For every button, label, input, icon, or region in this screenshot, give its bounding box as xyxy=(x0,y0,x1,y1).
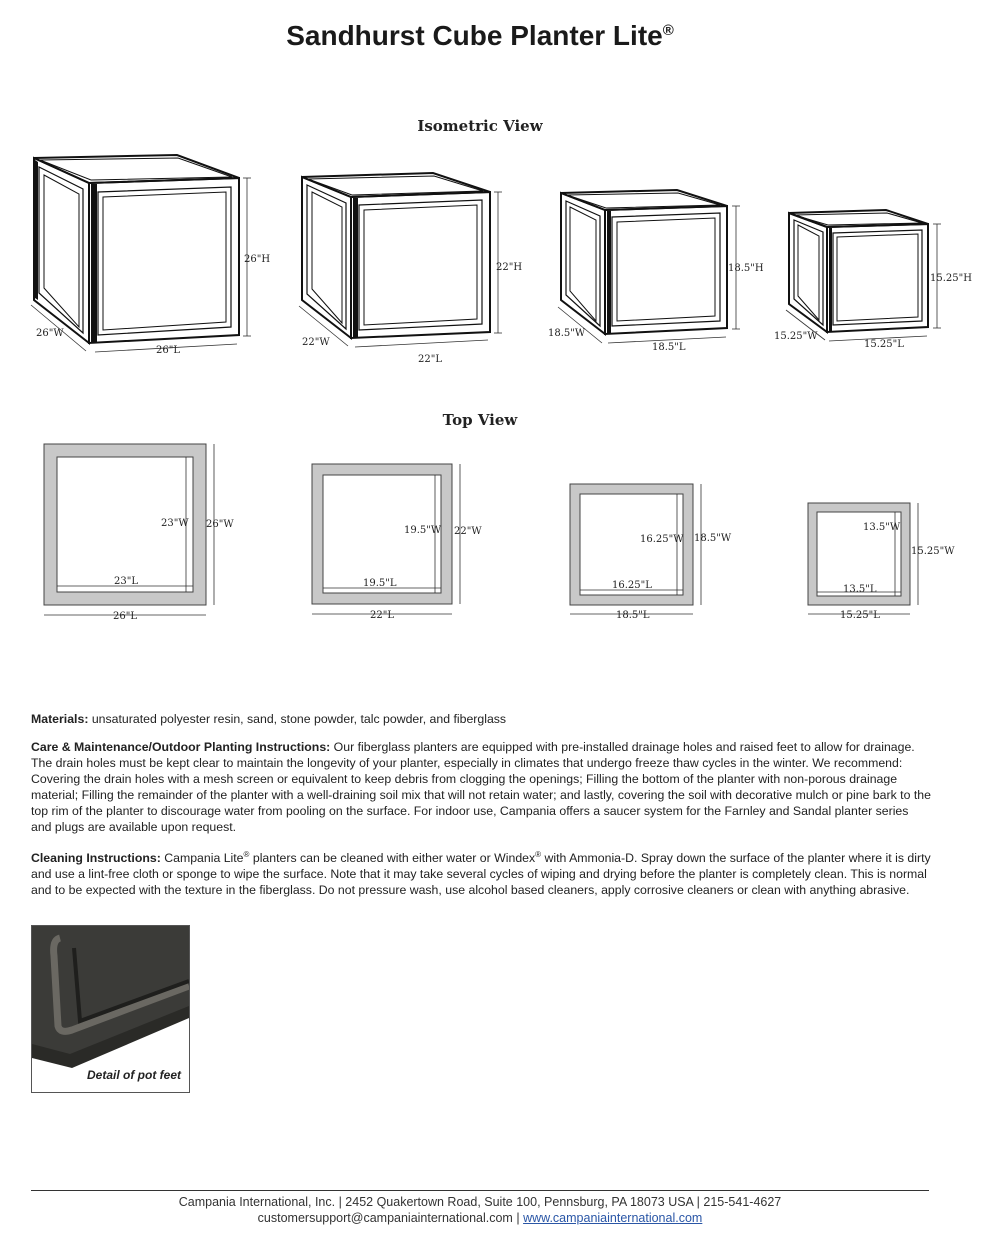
care-paragraph xyxy=(31,739,931,835)
care-label: Care & Maintenance/Outdoor Planting Instructions: xyxy=(31,740,331,754)
top-inner-l-1: 23"L xyxy=(114,576,138,587)
footer-email[interactable]: customersupport@campaniainternational.com xyxy=(257,1211,513,1225)
iso-l-label-3: 18.5"L xyxy=(652,342,686,353)
pot-feet-photo xyxy=(31,925,190,1093)
footer-website-link[interactable]: www.campaniainternational.com xyxy=(523,1211,703,1225)
iso-w-label-3: 18.5"W xyxy=(548,328,586,339)
top-outer-w-1: 26"W xyxy=(206,519,234,530)
footer-contact: customersupport@campaniainternational.com | www.campaniainternational.com xyxy=(257,1211,703,1225)
materials-text: unsaturated polyester resin, sand, stone powder, talc powder, and fiberglass xyxy=(88,712,507,726)
iso-planter-22 xyxy=(302,173,490,338)
iso-w-label-2: 22"W xyxy=(302,337,330,348)
iso-h-label-1: 26"H xyxy=(244,254,271,265)
isometric-view-heading: Isometric View xyxy=(417,117,543,135)
top-inner-w-4: 13.5"W xyxy=(863,522,901,533)
top-outer-l-3: 18.5"L xyxy=(616,610,650,621)
top-inner-l-3: 16.25"L xyxy=(612,580,652,591)
care-text: Our fiberglass planters are equipped with pre-installed drainage holes and raised feet to allow for drainage. The drain holes must be kept clear to maintain the longevity of your planter, especially in climates that undergo freeze thaw cycles in the winter. We recommend: Covering the drain holes with a mesh screen or equivalent to keep debris from clogging the openings; Filling the bottom of the planter with non-porous drainage material; Filling the remainder of the planter with a well-draining soil mix that will not retain water; and lastly, covering the soil with decorative mulch or pine bark to the top rim of the planter to discourage water from pooling on the surface. For indoor use, Campania offers a saucer system for the Farnley and Sandal planter series and plugs are available upon request. xyxy=(31,740,931,834)
top-inner-w-2: 19.5"W xyxy=(404,525,442,536)
iso-planter-15-25 xyxy=(789,210,928,332)
iso-h-label-3: 18.5"H xyxy=(728,263,764,274)
footer-divider xyxy=(31,1190,929,1191)
cleaning-paragraph: Cleaning Instructions: Campania Lite® planters can be cleaned with either water or Windex® with Ammonia-D. Spray down the surface of the planter where it is dirty and use a lint-free cloth or sponge to wipe the surface. Note that it may take several cycles of wiping and drying before the planter is completely clean. This is normal and to be expected with the texture in the fiberglass. Do not pressure wash, use alcohol based cleaners, apply corrosive cleaners or clean with anything abrasive. xyxy=(31,850,931,898)
registered-mark: ® xyxy=(662,22,674,39)
top-outer-l-4: 15.25"L xyxy=(840,610,880,621)
materials-paragraph xyxy=(31,711,931,727)
iso-h-label-4: 15.25"H xyxy=(930,273,972,284)
top-inner-l-4: 13.5"L xyxy=(843,584,877,595)
top-outer-l-1: 26"L xyxy=(113,611,137,622)
top-inner-l-2: 19.5"L xyxy=(363,578,397,589)
iso-w-label-4: 15.25"W xyxy=(774,331,818,342)
top-outer-w-2: 22"W xyxy=(454,526,482,537)
top-inner-w-3: 16.25"W xyxy=(640,534,684,545)
top-view-drawings xyxy=(0,430,1000,630)
iso-planter-26 xyxy=(34,155,239,343)
page-title: Sandhurst Cube Planter Lite® xyxy=(286,20,674,51)
top-outer-w-4: 15.25"W xyxy=(911,546,955,557)
iso-l-label-1: 26"L xyxy=(156,345,180,356)
top-outer-w-3: 18.5"W xyxy=(694,533,732,544)
top-view-heading: Top View xyxy=(442,411,518,429)
iso-w-label-1: 26"W xyxy=(36,328,64,339)
iso-h-label-2: 22"H xyxy=(496,262,523,273)
photo-caption: Detail of pot feet xyxy=(86,1068,181,1082)
cleaning-label: Cleaning Instructions: xyxy=(31,851,161,866)
isometric-view-drawings xyxy=(0,140,1000,440)
top-inner-w-1: 23"W xyxy=(161,518,189,529)
iso-l-label-4: 15.25"L xyxy=(864,339,904,350)
materials-label: Materials: xyxy=(31,712,89,726)
top-outer-l-2: 22"L xyxy=(370,610,394,621)
footer-address: Campania International, Inc. | 2452 Quakertown Road, Suite 100, Pennsburg, PA 18073 USA | 215-541-4627 xyxy=(178,1195,782,1209)
iso-planter-18-5 xyxy=(561,190,727,334)
iso-l-label-2: 22"L xyxy=(418,354,442,365)
